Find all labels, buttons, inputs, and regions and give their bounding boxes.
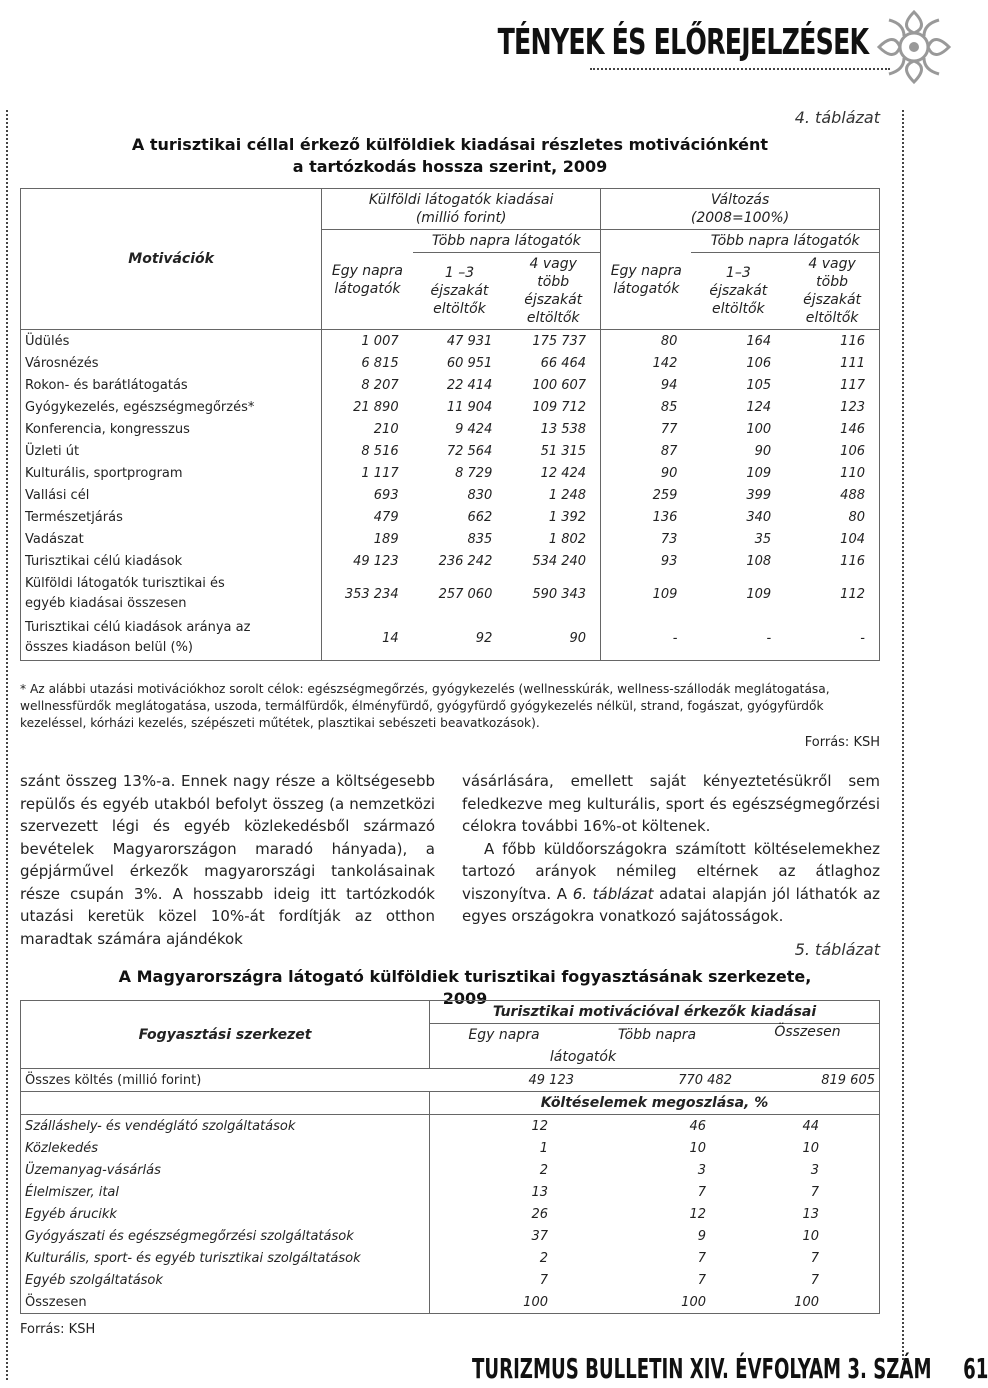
cell-value: 51 315 — [540, 443, 587, 459]
cell-value: 93 — [601, 550, 692, 572]
table-row — [21, 352, 880, 374]
row-label: Turisztikai célú kiadások — [21, 550, 322, 572]
cell-value: 590 343 — [532, 586, 587, 602]
row-label: Vadászat — [21, 528, 322, 550]
table-row — [21, 1225, 880, 1247]
cell-value: 13 — [531, 1184, 548, 1200]
cell-value: 111 — [840, 355, 865, 371]
left-dotted-rule — [6, 110, 8, 1380]
change-one-day-header: Egy napra látogatók — [601, 230, 692, 330]
cell-value: 123 — [840, 399, 865, 415]
cell-value: 116 — [840, 553, 865, 569]
cell-value: 8 729 — [455, 465, 493, 481]
table-row — [21, 1291, 880, 1314]
cell-value: 22 414 — [446, 377, 493, 393]
cell-value: 94 — [601, 374, 692, 396]
cell-value: 109 — [601, 572, 692, 616]
cell-value: 146 — [840, 421, 865, 437]
cell-value: 835 — [467, 531, 493, 547]
table5-title: A Magyarországra látogató külföldiek turisztikai fogyasztásának szerkezete, 2009 — [118, 967, 812, 1008]
row-label: Gyógykezelés, egészségmegőrzés* — [21, 396, 322, 418]
table-row — [21, 1115, 880, 1138]
body-text-left: szánt összeg 13%-a. Ennek nagy része a költségesebb repülős és egyéb utakból befolyt összeg (a nemzetközi szervezett légi és egyéb közlekedésből származó bevételek Magyarországon maradó hányada), a gépjárművel érkezők magyarországi tankolásainak része csupán 3%. A hosszabb ideig itt tartózkodók utazási keretük közel 10%-át fordítják az otthon maradtak számára ajándékok — [20, 772, 435, 948]
cell-value: 257 060 — [438, 586, 493, 602]
cell-value: 80 — [601, 330, 692, 353]
cell-value: 117 — [840, 377, 865, 393]
cell-value: 164 — [746, 333, 772, 349]
cell-value: 106 — [746, 355, 772, 371]
table4-source: Forrás: KSH — [804, 735, 880, 750]
table-row — [21, 572, 880, 616]
cell-value: 12 — [531, 1118, 548, 1134]
body-text-right-p2-a: A főbb küldőországokra számított költéselemekhez tartozó arányok némileg eltérnek az átlaghoz viszonyítva. A — [462, 839, 880, 903]
table-row — [21, 1203, 880, 1225]
row-label: Külföldi látogatók turisztikai és egyéb kiadásai összesen — [21, 572, 322, 616]
cell-value: - — [860, 630, 865, 646]
cell-value: 7 — [810, 1250, 819, 1266]
floral-ornament-icon — [874, 2, 954, 92]
cell-value: 21 890 — [353, 399, 399, 415]
cell-value: 106 — [840, 443, 865, 459]
visitors-subheader: látogatók — [549, 1049, 617, 1065]
cell-value: 662 — [467, 509, 493, 525]
cell-value: 2 — [539, 1250, 548, 1266]
cell-value: 399 — [746, 487, 772, 503]
row-label: Gyógyászati és egészségmegőrzési szolgáltatások — [21, 1225, 430, 1247]
one-day-header: Egy napra látogatók — [331, 262, 403, 297]
cell-value: 1 392 — [548, 509, 587, 525]
cell-value: 1 — [539, 1140, 548, 1156]
cell-value: 90 — [569, 630, 587, 646]
cell-value: 534 240 — [532, 553, 587, 569]
row-label: Kulturális, sport- és egyéb turisztikai szolgáltatások — [21, 1247, 430, 1269]
table-row — [21, 484, 880, 506]
table-row — [21, 1181, 880, 1203]
cell-value: 12 424 — [540, 465, 587, 481]
table-row — [21, 1269, 880, 1291]
cell-value: 80 — [848, 509, 865, 525]
nights-1-3-header: 1 –3 éjszakát eltöltők — [430, 265, 489, 317]
row-label: Városnézés — [21, 352, 322, 374]
col-motivation-header: Motivációk — [21, 189, 322, 330]
row-label: Konferencia, kongresszus — [21, 418, 322, 440]
cell-value: 479 — [373, 509, 399, 525]
cell-value: 7 — [697, 1184, 706, 1200]
cell-value: - — [766, 630, 772, 646]
top-dotted-rule — [590, 68, 890, 70]
total-col-header: Összesen — [774, 1024, 841, 1040]
table4-footnote: * Az alábbi utazási motivációkhoz sorolt célok: egészségmegőrzés, gyógykezelés (wellnesskúrák, wellness-szállodák meglátogatása, wellnessfürdők meglátogatása, uszoda, termálfürdők, élményfürdő, gyógyfürdő gyógykezelés nélkül, strand, fogászat, gyógyfürdők kezeléssel, kórházi kezelés, szépészeti műtétek, plasztikai sebészeti beavatkozások). — [20, 682, 830, 730]
group-spend-label: Külföldi látogatók kiadásai — [368, 192, 554, 208]
cell-value: 7 — [810, 1272, 819, 1288]
row-label: Turisztikai célú kiadások aránya az összes kiadáson belül (%) — [21, 616, 322, 661]
table-row — [21, 528, 880, 550]
table4 — [20, 188, 880, 661]
table4-title-line2: a tartózkodás hossza szerint, 2009 — [292, 157, 608, 176]
cell-value: 90 — [754, 443, 772, 459]
cell-value: 26 — [531, 1206, 548, 1222]
change-nights-4-header: 4 vagy több éjszakát eltöltők — [803, 256, 862, 326]
cell-value: 259 — [601, 484, 692, 506]
col-structure-header: Fogyasztási szerkezet — [21, 1001, 430, 1069]
table4-title-line1: A turisztikai céllal érkező külföldiek kiadásai részletes motivációnként — [131, 135, 769, 154]
cell-value: 7 — [697, 1272, 706, 1288]
cell-value: 1 117 — [361, 465, 399, 481]
body-text-right-p1: vásárlására, emellett saját kényeztetésükről sem feledkezve meg kulturális, sport és egészségmegőrzési célokra további 16%-ot költenek. — [462, 772, 880, 835]
page-number: 61 — [963, 1352, 988, 1385]
table-row — [21, 1247, 880, 1269]
cell-value: 142 — [601, 352, 692, 374]
cell-value: 9 — [697, 1228, 706, 1244]
row-label: Szálláshely- és vendéglátó szolgáltatások — [21, 1115, 430, 1138]
table5-label: 5. táblázat — [794, 940, 880, 959]
cell-value: 3 — [810, 1162, 819, 1178]
cell-value: 66 464 — [540, 355, 587, 371]
table5-body — [21, 1115, 880, 1314]
cell-value: 100 — [681, 1294, 706, 1310]
cell-value: 340 — [746, 509, 772, 525]
cell-value: 46 — [689, 1118, 706, 1134]
total-spend-label: Összes költés (millió forint) — [25, 1072, 202, 1088]
cell-value: 49 123 — [353, 553, 399, 569]
cell-value: 1 802 — [548, 531, 587, 547]
group-header: Turisztikai motivációval érkezők kiadásai — [430, 1001, 880, 1024]
cell-value: 109 — [746, 465, 772, 481]
total-spend-total: 819 605 — [821, 1072, 875, 1088]
table-row — [21, 418, 880, 440]
cell-value: - — [601, 616, 692, 661]
table4-title — [100, 134, 800, 178]
one-day-col-header: Egy napra — [468, 1027, 540, 1043]
cell-value: 35 — [754, 531, 772, 547]
table-row — [21, 396, 880, 418]
table-row — [21, 506, 880, 528]
cell-value: 100 — [746, 421, 772, 437]
cell-value: 10 — [802, 1228, 819, 1244]
row-label: Kulturális, sportprogram — [21, 462, 322, 484]
cell-value: 87 — [601, 440, 692, 462]
cell-value: 85 — [601, 396, 692, 418]
cell-value: 73 — [601, 528, 692, 550]
cell-value: 1 248 — [548, 487, 587, 503]
cell-value: 116 — [840, 333, 865, 349]
cell-value: 7 — [539, 1272, 548, 1288]
table-row — [21, 1137, 880, 1159]
share-header: Költéselemek megoszlása, % — [540, 1095, 769, 1111]
table-row — [21, 440, 880, 462]
cell-value: 72 564 — [446, 443, 493, 459]
table-row — [21, 550, 880, 572]
cell-value: 77 — [601, 418, 692, 440]
table5-source: Forrás: KSH — [20, 1322, 96, 1337]
table4-label: 4. táblázat — [794, 108, 880, 127]
cell-value: 109 — [746, 586, 772, 602]
table6-reference: 6. táblázat — [572, 884, 654, 903]
cell-value: 13 — [802, 1206, 819, 1222]
group-spend-header — [322, 189, 601, 230]
table-row — [21, 462, 880, 484]
cell-value: 100 — [794, 1294, 819, 1310]
journal-name: TURIZMUS BULLETIN XIV. ÉVFOLYAM 3. SZÁM — [472, 1352, 932, 1385]
section-title: TÉNYEK ÉS ELŐREJELZÉSEK — [497, 22, 868, 63]
cell-value: 175 737 — [532, 333, 587, 349]
cell-value: 10 — [689, 1140, 706, 1156]
cell-value: 105 — [746, 377, 772, 393]
cell-value: 10 — [802, 1140, 819, 1156]
table-row — [21, 330, 880, 353]
change-nights-1-3-header: 1–3 éjszakát eltöltők — [709, 265, 768, 317]
cell-value: 100 607 — [532, 377, 587, 393]
cell-value: 236 242 — [438, 553, 493, 569]
cell-value: 60 951 — [446, 355, 493, 371]
multi-day-header: Több napra látogatók — [413, 230, 601, 253]
journal-footer — [472, 1352, 988, 1385]
row-label: Vallási cél — [21, 484, 322, 506]
cell-value: 9 424 — [455, 421, 493, 437]
cell-value: 108 — [746, 553, 772, 569]
cell-value: 2 — [539, 1162, 548, 1178]
cell-value: 12 — [689, 1206, 706, 1222]
cell-value: 14 — [382, 630, 399, 646]
row-label: Összesen — [21, 1291, 430, 1314]
total-spend-one-day: 49 123 — [528, 1072, 574, 1088]
row-label: Egyéb szolgáltatások — [21, 1269, 430, 1291]
row-label: Természetjárás — [21, 506, 322, 528]
nights-4-header: 4 vagy több éjszakát eltöltők — [524, 256, 583, 326]
change-multi-day-header: Több napra látogatók — [691, 230, 879, 253]
group-change-unit: (2008=100%) — [690, 210, 790, 226]
body-text-right-p2-b: adatai alapján jól láthatók az egyes országokra vonatkozó sajátosságok. — [462, 884, 881, 925]
cell-value: 47 931 — [446, 333, 493, 349]
cell-value: 210 — [373, 421, 399, 437]
cell-value: 90 — [601, 462, 692, 484]
cell-value: 3 — [697, 1162, 706, 1178]
cell-value: 8 207 — [361, 377, 399, 393]
table4-body — [21, 330, 880, 661]
cell-value: 136 — [601, 506, 692, 528]
row-label: Üdülés — [21, 330, 322, 353]
cell-value: 100 — [523, 1294, 548, 1310]
cell-value: 124 — [746, 399, 772, 415]
cell-value: 44 — [802, 1118, 819, 1134]
table5 — [20, 1000, 880, 1314]
cell-value: 109 712 — [532, 399, 587, 415]
cell-value: 8 516 — [361, 443, 399, 459]
cell-value: 353 234 — [344, 586, 399, 602]
row-label: Élelmiszer, ital — [21, 1181, 430, 1203]
cell-value: 830 — [467, 487, 493, 503]
row-label: Közlekedés — [21, 1137, 430, 1159]
cell-value: 11 904 — [446, 399, 493, 415]
row-label: Egyéb árucikk — [21, 1203, 430, 1225]
cell-value: 6 815 — [361, 355, 399, 371]
cell-value: 104 — [840, 531, 865, 547]
cell-value: 7 — [810, 1184, 819, 1200]
cell-value: 13 538 — [540, 421, 587, 437]
right-dotted-rule — [902, 110, 904, 1360]
multi-day-col-header: Több napra — [617, 1027, 697, 1043]
cell-value: 112 — [840, 586, 865, 602]
body-text-right — [462, 770, 880, 928]
group-spend-unit: (millió forint) — [415, 210, 507, 226]
row-label: Üzemanyag-vásárlás — [21, 1159, 430, 1181]
cell-value: 37 — [531, 1228, 548, 1244]
cell-value: 1 007 — [361, 333, 399, 349]
table-row — [21, 374, 880, 396]
cell-value: 488 — [840, 487, 865, 503]
row-label: Üzleti út — [21, 440, 322, 462]
cell-value: 693 — [373, 487, 399, 503]
body-text-right-p2 — [462, 838, 880, 928]
group-change-header — [601, 189, 880, 230]
row-label: Rokon- és barátlátogatás — [21, 374, 322, 396]
total-spend-multi-day: 770 482 — [678, 1072, 732, 1088]
table-row — [21, 616, 880, 661]
table-row — [21, 1159, 880, 1181]
cell-value: 189 — [373, 531, 399, 547]
group-change-label: Változás — [710, 192, 770, 208]
cell-value: 7 — [697, 1250, 706, 1266]
cell-value: 92 — [475, 630, 493, 646]
cell-value: 110 — [840, 465, 865, 481]
